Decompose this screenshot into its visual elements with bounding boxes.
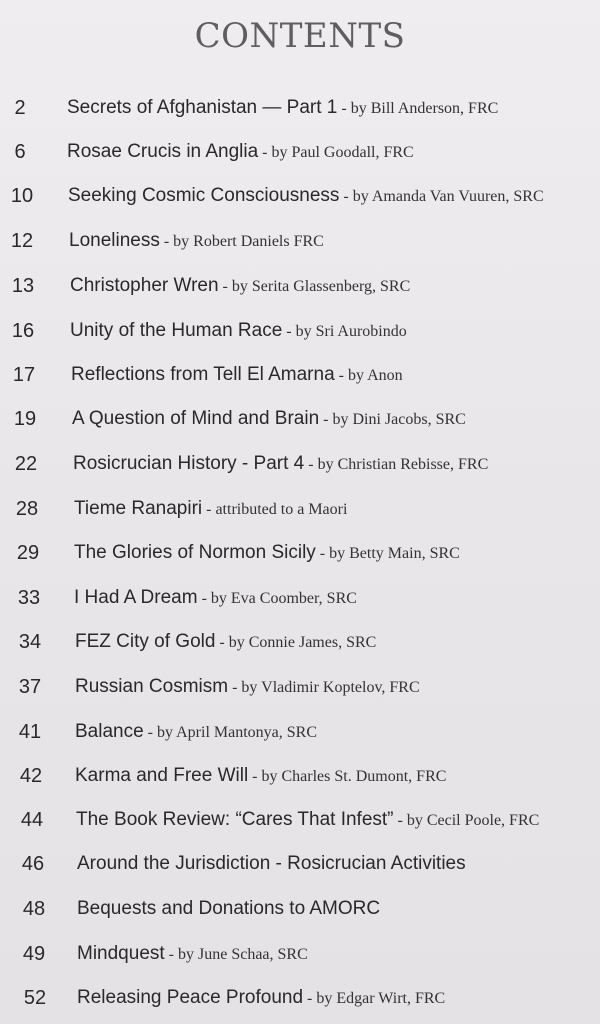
- toc-byline: - by Amanda Van Vuuren, SRC: [339, 188, 544, 205]
- toc-page-number: 48: [22, 898, 46, 920]
- toc-title-text: Mindquest: [77, 943, 165, 964]
- toc-page-number: 17: [12, 364, 36, 386]
- toc-title-text: FEZ City of Gold: [75, 631, 216, 652]
- toc-byline: - by Sri Aurobindo: [282, 323, 407, 340]
- toc-byline: - by Dini Jacobs, SRC: [319, 411, 466, 428]
- toc-byline: - by Paul Goodall, FRC: [258, 144, 414, 161]
- toc-byline: - by Betty Main, SRC: [315, 545, 460, 562]
- toc-title: [70, 271, 410, 302]
- toc-title: [67, 137, 414, 168]
- toc-title: [77, 939, 308, 970]
- toc-title: [69, 226, 324, 257]
- toc-title-text: Rosicrucian History - Part 4: [73, 453, 305, 474]
- page-title: CONTENTS: [194, 16, 406, 56]
- toc-byline: - by Eva Coomber, SRC: [197, 590, 357, 607]
- toc-page-number: 2: [14, 97, 26, 119]
- toc-byline: - by Charles St. Dumont, FRC: [248, 768, 447, 785]
- toc-byline: - by Edgar Wirt, FRC: [303, 990, 446, 1007]
- toc-page-number: 37: [18, 676, 42, 698]
- toc-byline: - by Christian Rebisse, FRC: [304, 456, 489, 473]
- toc-page-number: 49: [22, 943, 46, 965]
- toc-page-number: 12: [10, 230, 34, 252]
- toc-title-text: Russian Cosmism: [75, 676, 229, 697]
- toc-page-number: 6: [14, 141, 26, 163]
- toc-byline: - by Bill Anderson, FRC: [337, 100, 499, 117]
- toc-title: [75, 627, 376, 658]
- toc-title-text: Balance: [75, 721, 144, 742]
- toc-title-text: Releasing Peace Profound: [77, 987, 304, 1008]
- toc-title: [77, 894, 380, 925]
- toc-page-number: 33: [17, 587, 41, 609]
- toc-page-number: 10: [10, 185, 34, 207]
- toc-byline: - by Robert Daniels FRC: [159, 233, 324, 250]
- toc-title-text: I Had A Dream: [74, 587, 198, 608]
- toc-page-number: 41: [18, 721, 42, 743]
- toc-title-text: Unity of the Human Race: [70, 320, 283, 341]
- toc-page-number: 42: [19, 765, 43, 787]
- toc-title: [71, 360, 403, 391]
- toc-title-text: Loneliness: [69, 230, 160, 251]
- toc-title: [67, 93, 498, 124]
- toc-title: [77, 983, 445, 1014]
- toc-title-text: The Book Review: “Cares That Infest”: [76, 809, 394, 830]
- toc-byline: - by Cecil Poole, FRC: [393, 812, 540, 829]
- toc-title: [70, 316, 407, 347]
- toc-page-number: 22: [14, 453, 38, 475]
- toc-page-number: 13: [11, 275, 35, 297]
- toc-title: [72, 404, 466, 435]
- toc-title: [74, 538, 460, 569]
- toc-title-text: Christopher Wren: [70, 275, 219, 296]
- toc-page-number: 52: [23, 987, 47, 1009]
- toc-byline: - by Connie James, SRC: [215, 634, 377, 651]
- toc-byline: - by Anon: [334, 367, 403, 384]
- toc-title-text: Around the Jurisdiction - Rosicrucian Activities: [77, 853, 466, 874]
- toc-page-number: 29: [16, 542, 40, 564]
- toc-title-text: The Glories of Normon Sicily: [74, 542, 316, 563]
- toc-page-number: 34: [18, 631, 42, 653]
- toc-title-text: Reflections from Tell El Amarna: [71, 364, 335, 385]
- toc-title-text: Seeking Cosmic Consciousness: [68, 185, 340, 206]
- toc-page-number: 28: [15, 498, 39, 520]
- toc-title: [68, 181, 544, 212]
- toc-byline: - by April Mantonya, SRC: [143, 724, 318, 741]
- toc-title-text: Karma and Free Will: [75, 765, 249, 786]
- toc-title: [73, 449, 488, 480]
- toc-title: [75, 672, 420, 703]
- toc-page-number: 44: [20, 809, 44, 831]
- toc-title: [74, 583, 357, 614]
- toc-title-text: Bequests and Donations to AMORC: [77, 898, 381, 919]
- toc-page-number: 19: [13, 408, 37, 430]
- toc-byline: - attributed to a Maori: [202, 501, 348, 518]
- toc-byline: - by Vladimir Koptelov, FRC: [228, 679, 420, 696]
- toc-byline: - by June Schaa, SRC: [164, 946, 308, 963]
- toc-title: [77, 849, 466, 880]
- toc-title-text: Rosae Crucis in Anglia: [67, 141, 259, 162]
- toc-title: [75, 761, 446, 792]
- toc-title: [74, 494, 347, 525]
- toc-title: [76, 805, 539, 836]
- toc-page-number: 46: [21, 853, 45, 875]
- toc-title-text: Secrets of Afghanistan — Part 1: [67, 97, 338, 118]
- toc-page-number: 16: [11, 320, 35, 342]
- toc-title: [75, 717, 317, 748]
- toc-title-text: A Question of Mind and Brain: [72, 408, 320, 429]
- toc-title-text: Tieme Ranapiri: [74, 498, 203, 519]
- toc-byline: - by Serita Glassenberg, SRC: [218, 278, 411, 295]
